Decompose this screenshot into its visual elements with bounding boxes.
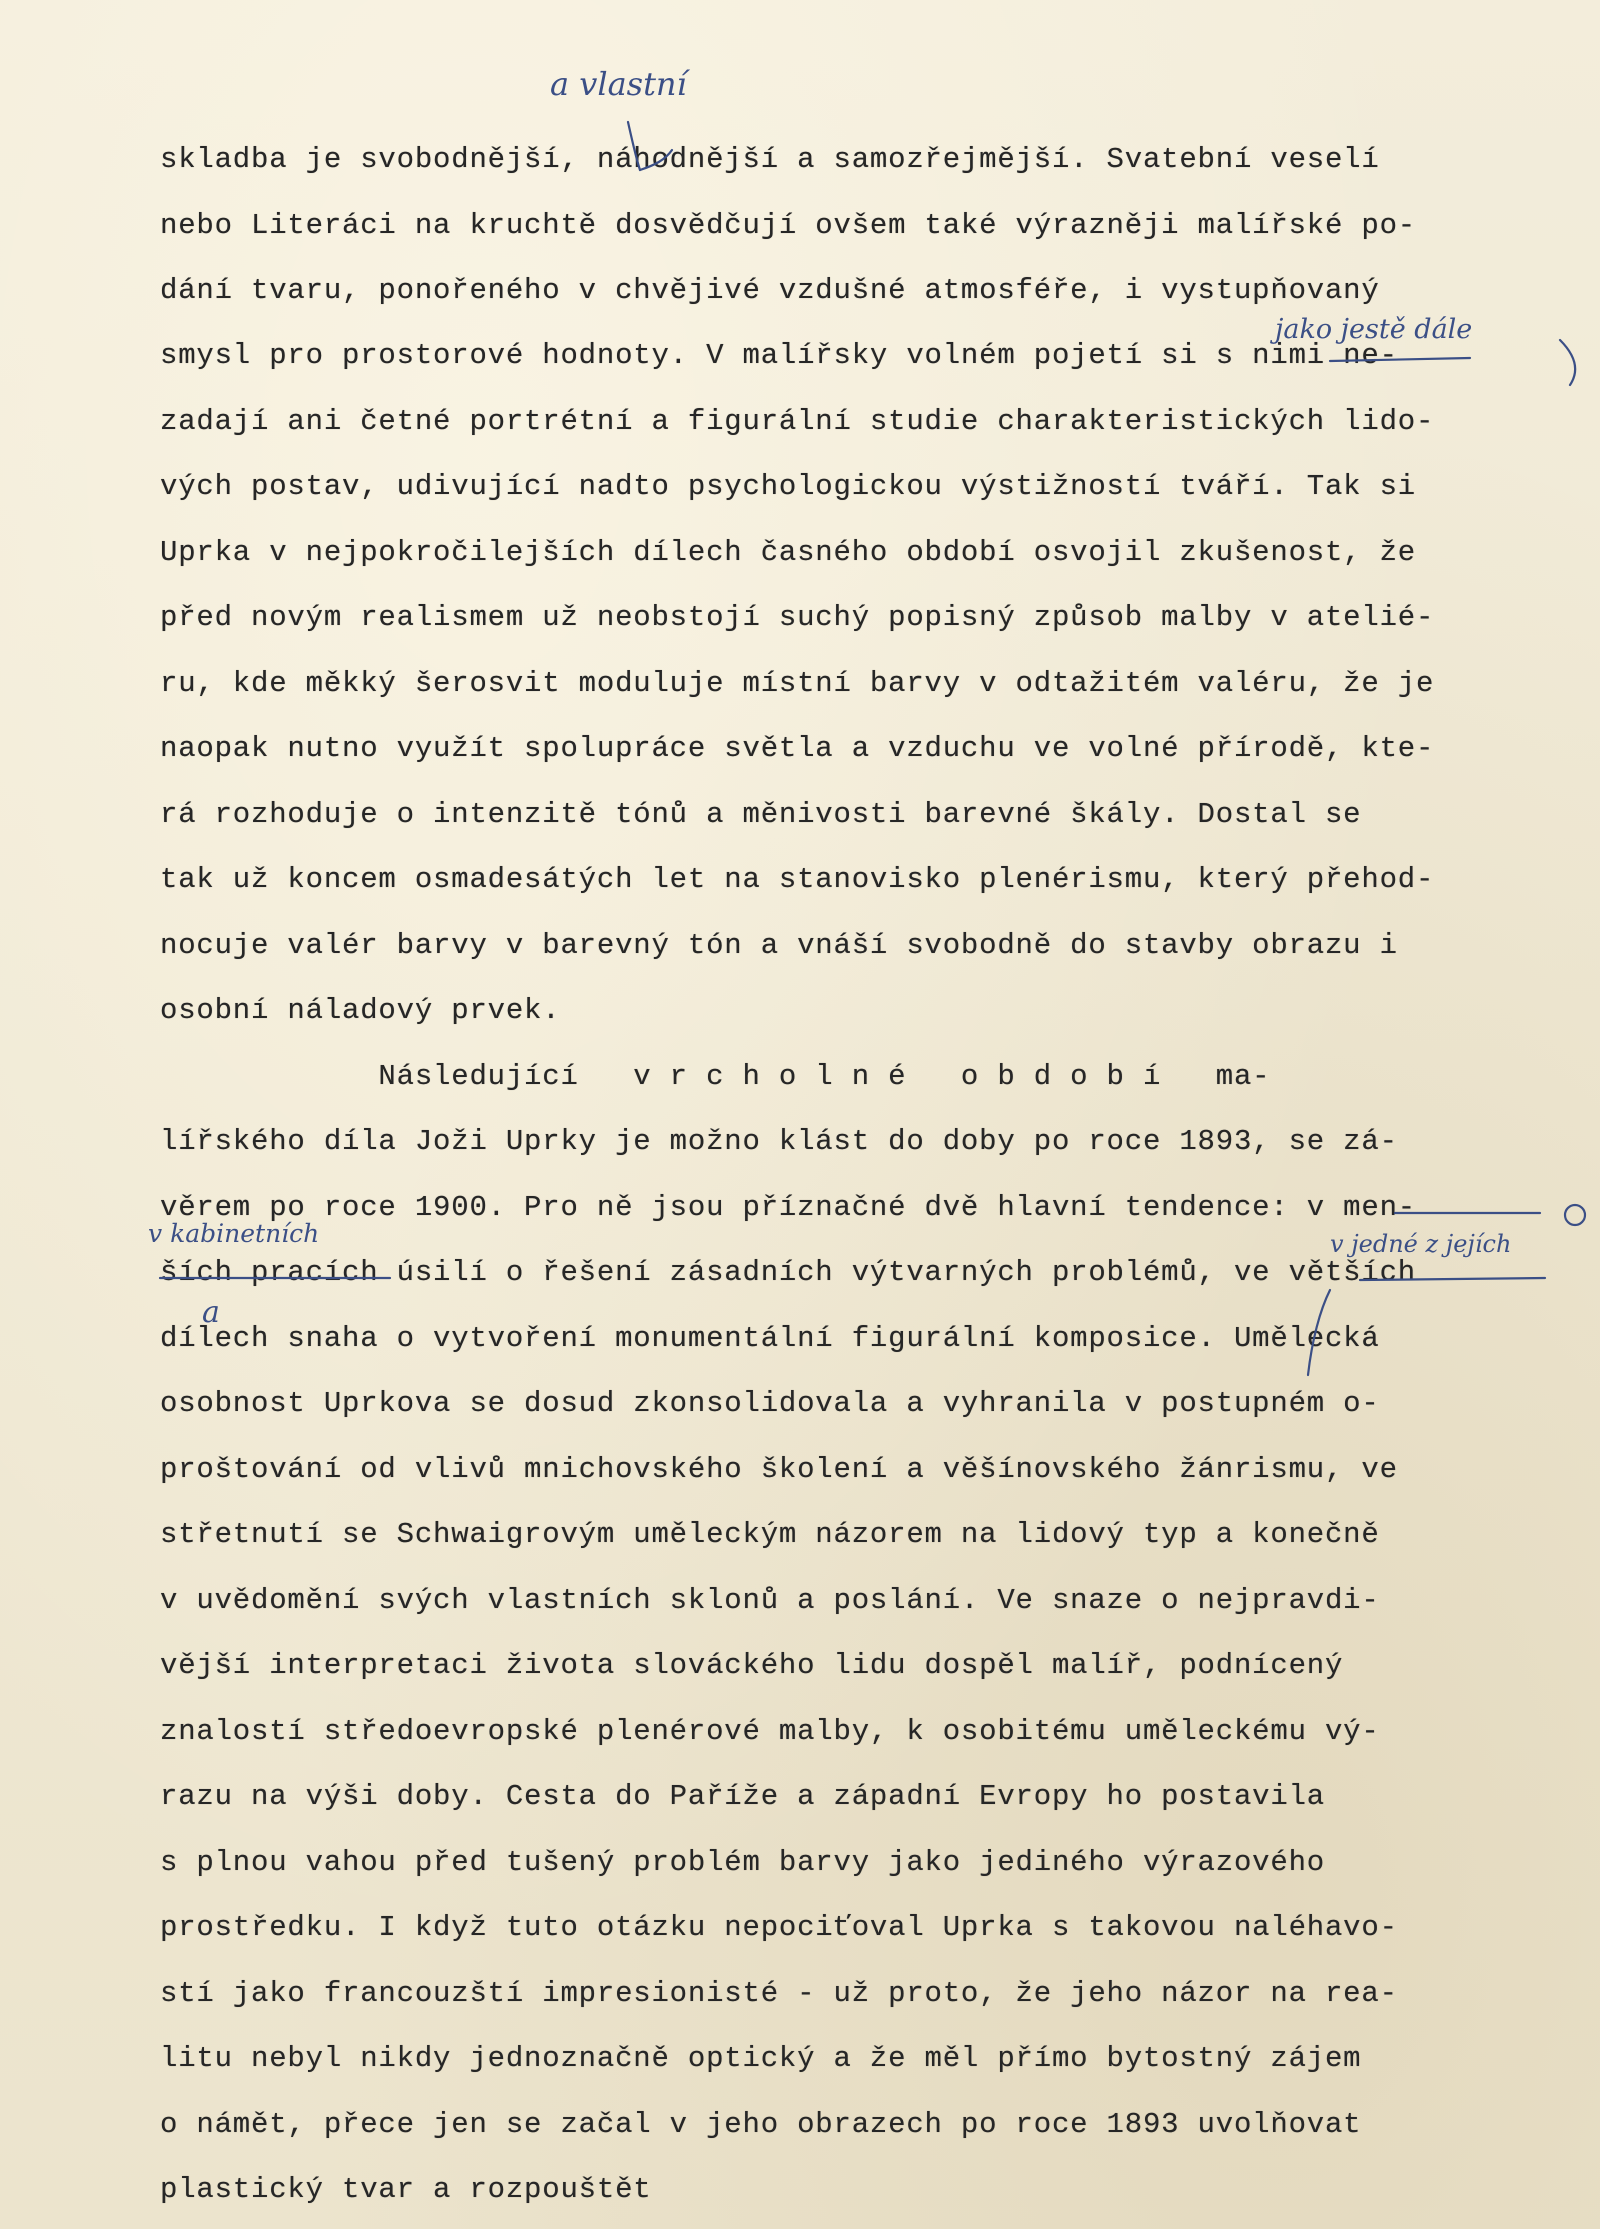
text-line: dílech snaha o vytvoření monumentální figurální komposice. Umělecká <box>160 1322 1380 1355</box>
text-line: rá rozhoduje o intenzitě tónů a měnivosti barevné škály. Dostal se <box>160 798 1362 831</box>
text-line: stí jako francouzští impresionisté - už proto, že jeho názor na rea- <box>160 1977 1398 2010</box>
handwritten-insert: v kabinetních <box>148 1219 320 1248</box>
text-line: v uvědomění svých vlastních sklonů a poslání. Ve snaze o nejpravdi- <box>160 1584 1380 1617</box>
text-line: dání tvaru, ponořeného v chvějivé vzdušné atmosféře, i vystupňovaný <box>160 274 1380 307</box>
text-line: skladba je svobodnější, náhodnější a samozřejmější. Svatební veselí <box>160 143 1380 176</box>
text-line: prostředku. I když tuto otázku nepociťoval Uprka s takovou naléhavo- <box>160 1911 1398 1944</box>
handwritten-insert: jako jestě dále <box>1275 314 1473 345</box>
text-line: osobní náladový prvek. <box>160 994 561 1027</box>
text-line: vých postav, udivující nadto psychologickou výstižností tváří. Tak si <box>160 470 1416 503</box>
text-line: Uprka v nejpokročilejších dílech časného období osvojil zkušenost, že <box>160 536 1416 569</box>
handwritten-insert: a <box>202 1295 220 1330</box>
text-line: plastický tvar a rozpouštět <box>160 2173 652 2206</box>
handwritten-insert: a vlastní <box>550 65 687 103</box>
text-line: smysl pro prostorové hodnoty. V malířsky volném pojetí si s nimi ne- <box>160 339 1398 372</box>
text-line: naopak nutno využít spolupráce světla a vzduchu ve volné přírodě, kte- <box>160 732 1435 765</box>
text-line: lířského díla Joži Uprky je možno klást do doby po roce 1893, se zá- <box>160 1125 1398 1158</box>
text-line: osobnost Uprkova se dosud zkonsolidovala a vyhranila v postupném o- <box>160 1387 1380 1420</box>
text-line: vější interpretaci života slováckého lidu dospěl malíř, podnícený <box>160 1649 1344 1682</box>
text-line: o námět, přece jen se začal v jeho obrazech po roce 1893 uvolňovat <box>160 2108 1362 2141</box>
text-line: tak už koncem osmadesátých let na stanovisko plenérismu, který přehod- <box>160 863 1435 896</box>
text-line: věrem po roce 1900. Pro ně jsou příznačné dvě hlavní tendence: v men- <box>160 1191 1416 1224</box>
text-line: proštování od vlivů mnichovského školení a věšínovského žánrismu, ve <box>160 1453 1398 1486</box>
text-line: střetnutí se Schwaigrovým uměleckým názorem na lidový typ a konečně <box>160 1518 1380 1551</box>
handwritten-insert: v jedné z jejích <box>1330 1230 1512 1258</box>
text-line: znalostí středoevropské plenérové malby, k osobitému uměleckému vý- <box>160 1715 1380 1748</box>
text-line: nebo Literáci na kruchtě dosvědčují ovšem také výrazněji malířské po- <box>160 209 1416 242</box>
text-line: s plnou vahou před tušený problém barvy jako jediného výrazového <box>160 1846 1325 1879</box>
text-line: před novým realismem už neobstojí suchý popisný způsob malby v atelié- <box>160 601 1435 634</box>
text-line: litu nebyl nikdy jednoznačně optický a že měl přímo bytostný zájem <box>160 2042 1362 2075</box>
text-line: ších pracích úsilí o řešení zásadních výtvarných problémů, ve větších <box>160 1256 1416 1289</box>
text-line: ru, kde měkký šerosvit moduluje místní barvy v odtažitém valéru, že je <box>160 667 1435 700</box>
text-line: nocuje valér barvy v barevný tón a vnáší svobodně do stavby obrazu i <box>160 929 1398 962</box>
text-line: razu na výši doby. Cesta do Paříže a západní Evropy ho postavila <box>160 1780 1325 1813</box>
text-line: zadají ani četné portrétní a figurální studie charakteristických lido- <box>160 405 1435 438</box>
text-line: Následující v r c h o l n é o b d o b í ma- <box>160 1060 1271 1093</box>
